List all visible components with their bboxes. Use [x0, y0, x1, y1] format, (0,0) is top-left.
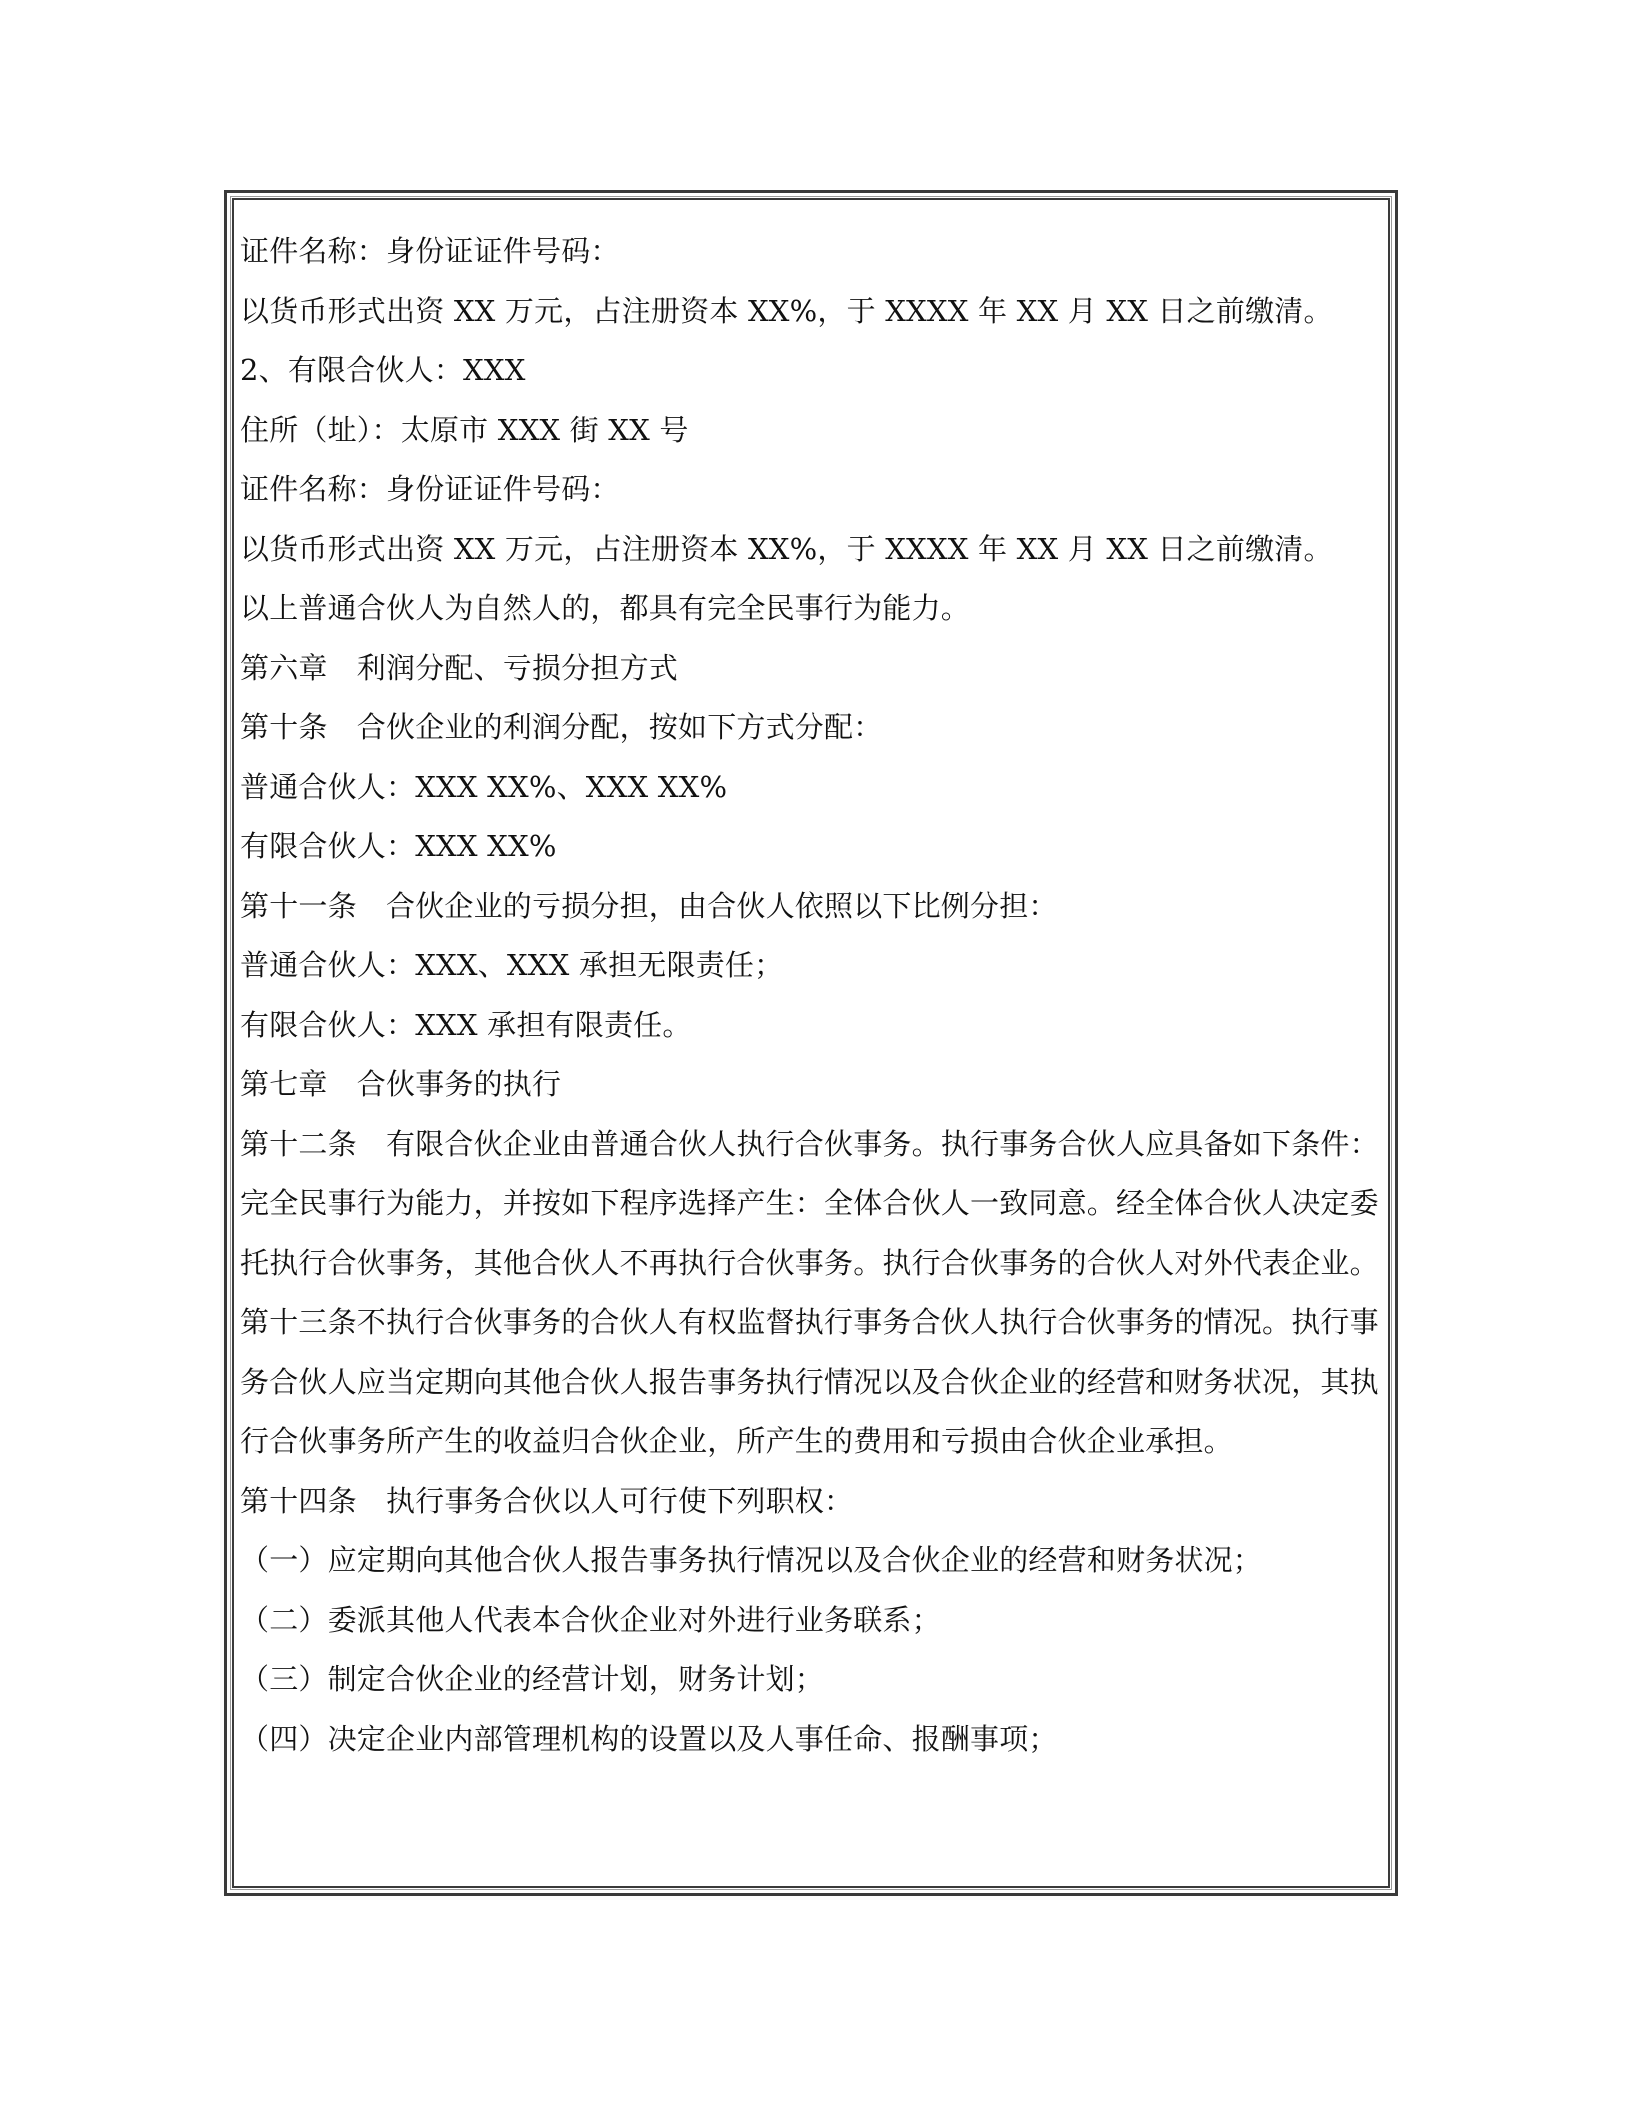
list-item: （四）决定企业内部管理机构的设置以及人事任命、报酬事项；	[240, 1721, 1058, 1756]
text-line: 证件名称：身份证证件号码：	[240, 472, 620, 506]
document-body	[240, 222, 1380, 1769]
article-line: 第十一条 合伙企业的亏损分担，由合伙人依照以下比例分担：	[240, 888, 1058, 923]
text-line: 有限合伙人：XXX XX%	[240, 829, 557, 863]
text-line: 普通合伙人：XXX、XXX 承担无限责任；	[240, 948, 784, 982]
article-line: 第十条 合伙企业的利润分配，按如下方式分配：	[240, 710, 883, 744]
list-item: （三）制定合伙企业的经营计划，财务计划；	[240, 1662, 825, 1696]
text-line: 有限合伙人：XXX 承担有限责任。	[240, 1007, 692, 1042]
text-line: 2、有限合伙人：XXX	[240, 353, 526, 387]
text-line: 以货币形式出资 XX 万元，占注册资本 XX%，于 XXXX 年 XX 月 XX 日之前缴清。	[240, 293, 1333, 328]
article-13-paragraph: 第十三条不执行合伙事务的合伙人有权监督执行事务合伙人执行合伙事务的情况。执行事务合伙人应当定期向其他合伙人报告事务执行情况以及合伙企业的经营和财务状况，其执行合伙事务所产生的收益归合伙企业，所产生的费用和亏损由合伙企业承担。	[240, 1305, 1379, 1458]
text-line: 证件名称：身份证证件号码：	[240, 234, 620, 268]
document-frame	[224, 190, 1398, 1896]
article-line: 第十四条 执行事务合伙以人可行使下列职权：	[240, 1483, 854, 1518]
text-line: 以上普通合伙人为自然人的，都具有完全民事行为能力。	[240, 591, 971, 625]
frame-border-inner	[232, 198, 1390, 1888]
article-12-paragraph: 第十二条 有限合伙企业由普通合伙人执行合伙事务。执行事务合伙人应具备如下条件：完全民事行为能力，并按如下程序选择产生：全体合伙人一致同意。经全体合伙人决定委托执行合伙事务，其他合伙人不再执行合伙事务。执行合伙事务的合伙人对外代表企业。	[240, 1126, 1379, 1280]
list-item: （二）委派其他人代表本合伙企业对外进行业务联系；	[240, 1602, 941, 1637]
text-line: 普通合伙人：XXX XX%、XXX XX%	[240, 769, 728, 804]
text-line: 住所（址）：太原市 XXX 街 XX 号	[240, 412, 689, 447]
list-item: （一）应定期向其他合伙人报告事务执行情况以及合伙企业的经营和财务状况；	[240, 1543, 1263, 1577]
chapter-heading: 第七章 合伙事务的执行	[240, 1067, 562, 1101]
chapter-heading: 第六章 利润分配、亏损分担方式	[240, 650, 679, 685]
text-line: 以货币形式出资 XX 万元，占注册资本 XX%，于 XXXX 年 XX 月 XX 日之前缴清。	[240, 531, 1333, 566]
